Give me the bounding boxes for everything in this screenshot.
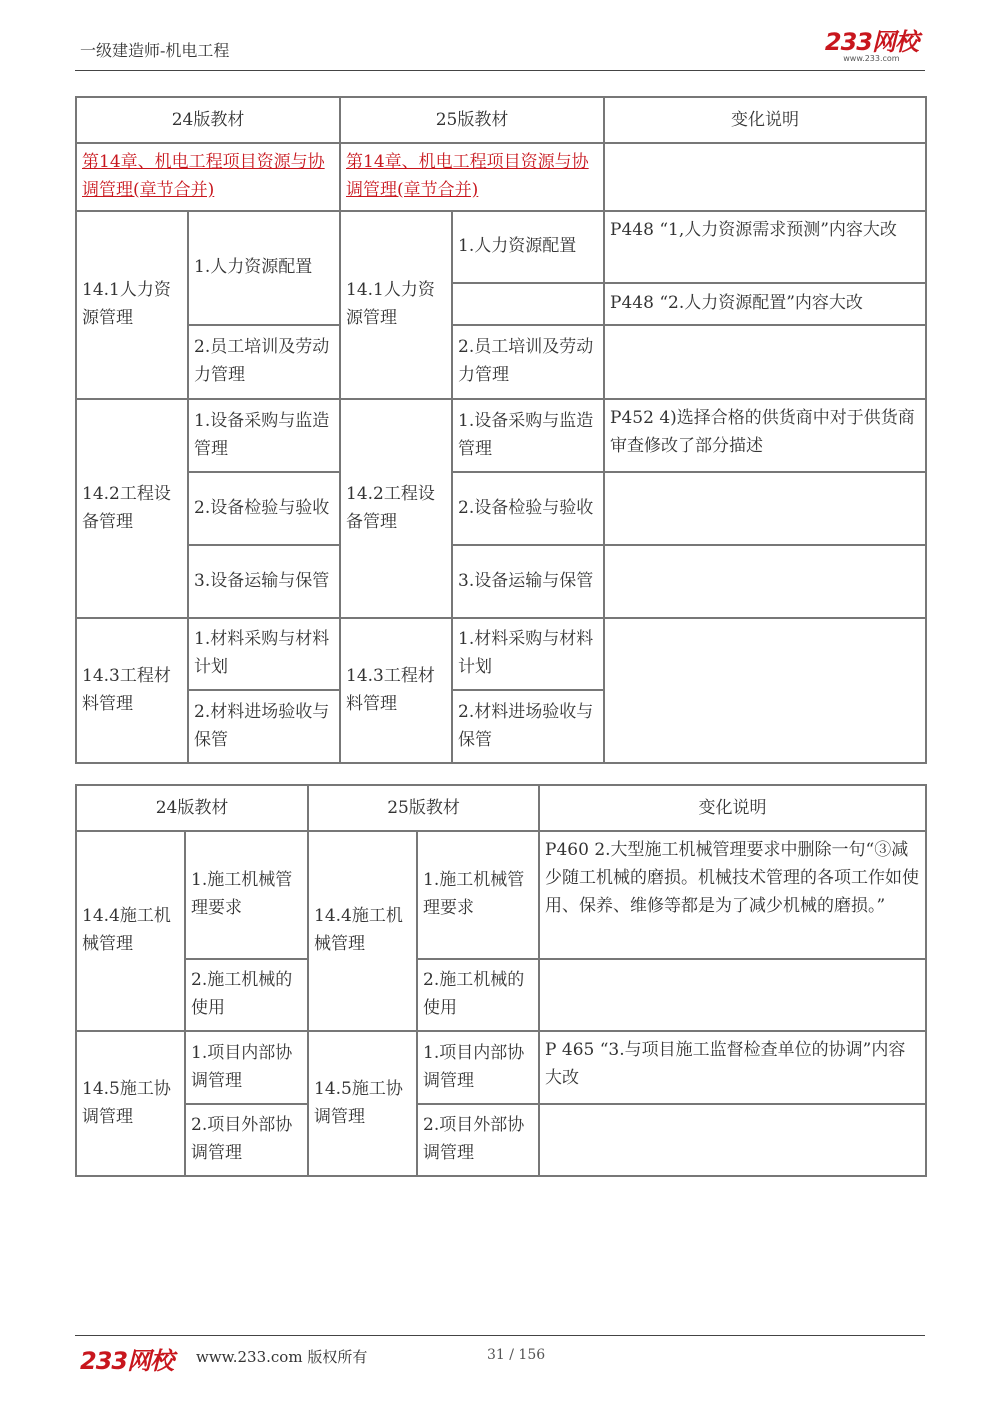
item-25: 2.施工机械的使用 [417,959,539,1031]
item-25: 1.设备采购与监造管理 [452,399,604,472]
section-25: 14.2工程设备管理 [340,399,452,618]
item-25-empty [452,283,604,325]
item-25: 3.设备运输与保管 [452,545,604,618]
change-note-empty [604,325,926,399]
item-24: 1.项目内部协调管理 [185,1031,308,1104]
section-24: 14.2工程设备管理 [76,399,188,618]
table-row [76,959,926,1031]
item-25: 1.施工机械管理要求 [417,831,539,959]
item-25: 1.材料采购与材料计划 [452,618,604,690]
section-25: 14.3工程材料管理 [340,618,452,763]
table-row [76,472,926,545]
item-24: 2.材料进场验收与保管 [188,690,340,763]
brand-logo-url: www.233.com [843,54,900,63]
section-25: 14.4施工机械管理 [308,831,417,1031]
item-24: 2.项目外部协调管理 [185,1104,308,1176]
chapter-24: 第14章、机电工程项目资源与协调管理(章节合并) [76,143,340,211]
section-25: 14.5施工协调管理 [308,1031,417,1176]
change-note: P448 “2.人力资源配置”内容大改 [604,283,926,325]
item-24: 1.设备采购与监造管理 [188,399,340,472]
item-24: 1.材料采购与材料计划 [188,618,340,690]
table-row [76,1031,926,1104]
item-24: 2.员工培训及劳动力管理 [188,325,340,399]
table-row [76,1104,926,1176]
item-25: 2.材料进场验收与保管 [452,690,604,763]
comparison-table-1 [75,96,927,764]
header-25: 25版教材 [308,785,539,831]
footer-divider [75,1335,925,1336]
brand-logo [825,30,918,63]
document-title: 一级建造师-机电工程 [80,41,230,60]
item-25: 1.人力资源配置 [452,211,604,283]
page-number: 31 / 156 [487,1347,546,1363]
section-24: 14.4施工机械管理 [76,831,185,1031]
item-24: 1.人力资源配置 [188,211,340,325]
change-note: P452 4)选择合格的供货商中对于供货商审查修改了部分描述 [604,399,926,472]
header-change: 变化说明 [539,785,926,831]
item-25: 2.项目外部协调管理 [417,1104,539,1176]
change-note-empty [604,618,926,763]
item-24: 2.设备检验与验收 [188,472,340,545]
header-change: 变化说明 [604,97,926,143]
section-24: 14.1人力资源管理 [76,211,188,399]
section-25: 14.1人力资源管理 [340,211,452,399]
table-row [76,618,926,690]
chapter-note [604,143,926,211]
header-25: 25版教材 [340,97,604,143]
table-header-row [76,785,926,831]
brand-logo-text: 233网校 [824,28,918,56]
footer-copyright: www.233.com 版权所有 [196,1348,368,1366]
item-24: 2.施工机械的使用 [185,959,308,1031]
item-24: 1.施工机械管理要求 [185,831,308,959]
header-divider [75,70,925,71]
table-row [76,325,926,399]
section-24: 14.5施工协调管理 [76,1031,185,1176]
change-note-empty [604,472,926,545]
table-row [76,545,926,618]
header-24: 24版教材 [76,785,308,831]
table-row [76,831,926,959]
section-24: 14.3工程材料管理 [76,618,188,763]
change-note-empty [604,545,926,618]
item-25: 2.员工培训及劳动力管理 [452,325,604,399]
table-row [76,399,926,472]
item-25: 1.项目内部协调管理 [417,1031,539,1104]
item-25: 2.设备检验与验收 [452,472,604,545]
chapter-25: 第14章、机电工程项目资源与协调管理(章节合并) [340,143,604,211]
change-note: P 465 “3.与项目施工监督检查单位的协调”内容大改 [539,1031,926,1104]
table-header-row [76,97,926,143]
comparison-table-2 [75,784,927,1177]
change-note: P460 2.大型施工机械管理要求中删除一句“③减少随工机械的磨损。机械技术管理的各项工作如使用、保养、维修等都是为了减少机械的磨损。” [539,831,926,959]
change-note: P448 “1,人力资源需求预测”内容大改 [604,211,926,283]
change-note-empty [539,959,926,1031]
table-row [76,211,926,283]
footer-logo: 233网校 [80,1347,174,1375]
chapter-row [76,143,926,211]
change-note-empty [539,1104,926,1176]
item-24: 3.设备运输与保管 [188,545,340,618]
header-24: 24版教材 [76,97,340,143]
